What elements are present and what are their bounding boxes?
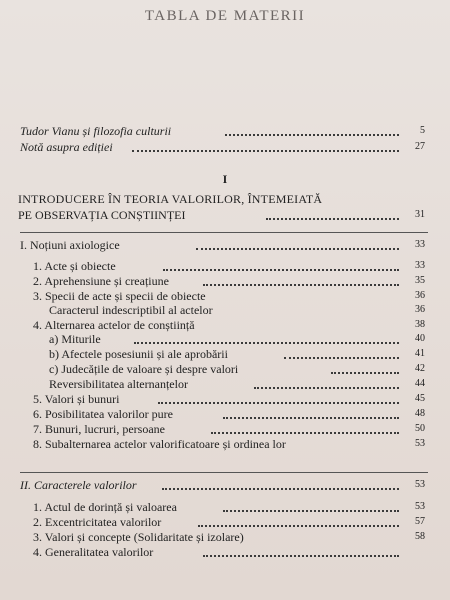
toc-entry: b) Afectele posesiunii și ale aprobării 41 [49,347,425,361]
toc-entry-nota: Notă asupra ediției 27 [20,140,425,154]
leader-dots [284,351,399,359]
leader-dots [203,278,399,286]
toc-entry: 1. Acte și obiecte 33 [33,259,425,273]
leader-dots [203,549,399,557]
chapter-2-heading: II. Caracterele valorilor 53 [20,478,425,492]
toc-entry: 4. Alternarea actelor de conștiință 38 [33,318,425,332]
toc-entry: 2. Excentricitatea valorilor 57 [33,515,425,529]
leader-dots [134,336,399,344]
page-title: TABLA DE MATERII [144,8,306,24]
leader-dots [211,426,399,434]
toc-entry: Caracterul indescriptibil al actelor 36 [49,303,425,317]
divider [20,472,428,473]
leader-dots [225,128,399,136]
leader-dots [163,263,399,271]
toc-entry: 7. Bunuri, lucruri, persoane 50 [33,422,425,436]
leader-dots [158,396,399,404]
toc-entry: 2. Aprehensiune și creațiune 35 [33,274,425,288]
toc-entry: 5. Valori și bunuri 45 [33,392,425,406]
chapter-1-heading: I. Noțiuni axiologice 33 [20,238,425,252]
toc-entry: 6. Posibilitatea valorilor pure 48 [33,407,425,421]
leader-dots [132,144,399,152]
section-numeral: I [222,172,228,186]
toc-entry: Reversibilitatea alternanțelor 44 [49,377,425,391]
section-heading-line-2: PE OBSERVAȚIA CONȘTIINȚEI 31 [18,208,425,222]
leader-dots [196,242,399,250]
divider [20,232,428,233]
leader-dots [223,504,399,512]
leader-dots [331,366,399,374]
toc-entry: a) Miturile 40 [49,332,425,346]
toc-entry: 3. Valori și concepte (Solidaritate și izolare) 58 [33,530,425,544]
section-heading-line-1: INTRODUCERE ÎN TEORIA VALORILOR, ÎNTEMEIATĂ [18,192,323,206]
leader-dots [254,381,399,389]
toc-entry: 8. Subalternarea actelor valorificatoare și ordinea lor 53 [33,437,425,451]
toc-entry: 4. Generalitatea valorilor [33,545,425,559]
toc-entry: 3. Specii de acte și specii de obiecte 36 [33,289,425,303]
toc-entry: 1. Actul de dorință și valoarea 53 [33,500,425,514]
leader-dots [162,482,399,490]
leader-dots [266,212,399,220]
leader-dots [198,519,399,527]
toc-entry-vianu: Tudor Vianu și filozofia culturii 5 [20,124,425,138]
leader-dots [223,411,399,419]
toc-entry: c) Judecățile de valoare și despre valori 42 [49,362,425,376]
